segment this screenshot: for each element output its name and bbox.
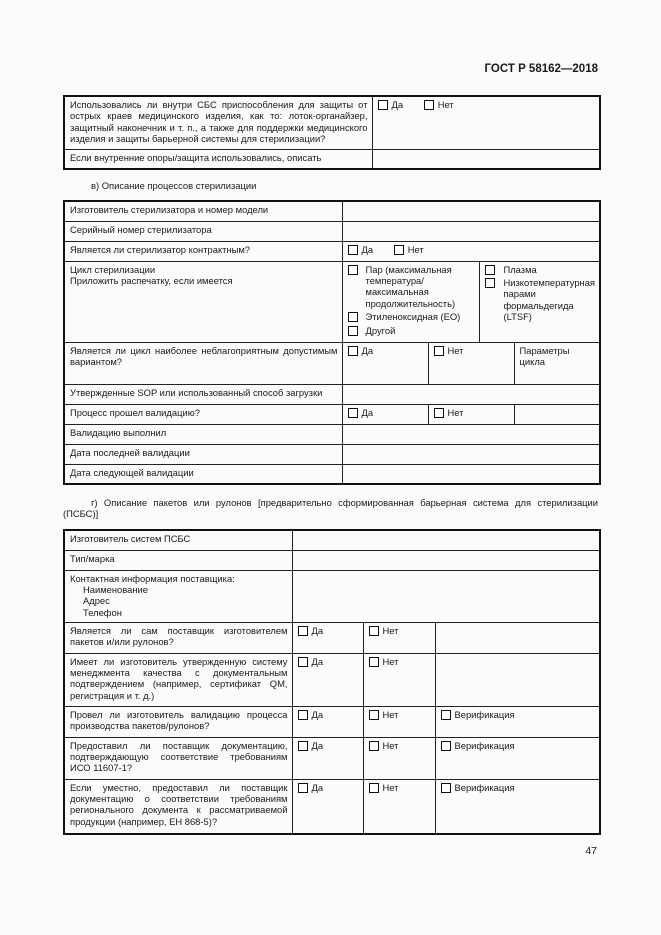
checkbox-icon[interactable]: [485, 265, 495, 275]
cycle-parameters-label: Параметры цикла: [514, 342, 600, 384]
no-option[interactable]: Нет: [434, 345, 464, 356]
checkbox-icon[interactable]: [348, 312, 358, 322]
checkbox-icon[interactable]: [441, 741, 451, 751]
yes-option[interactable]: Да: [378, 99, 404, 110]
supplier-contact-field[interactable]: [292, 570, 600, 622]
sterilization-cycle-label: Цикл стерилизации Приложить распечатку, если имеется: [64, 261, 342, 342]
next-validation-label: Дата следующей валидации: [64, 464, 342, 484]
no-option[interactable]: Нет: [369, 656, 399, 667]
checkbox-icon[interactable]: [298, 710, 308, 720]
contact-item: Адрес: [83, 595, 110, 607]
validated-by-label: Валидацию выполнил: [64, 424, 342, 444]
checkbox-icon[interactable]: [348, 245, 358, 255]
no-option[interactable]: Нет: [394, 244, 424, 255]
verification-option[interactable]: Верификация: [441, 740, 515, 751]
validated-extra-field[interactable]: [514, 404, 600, 424]
describe-supports-field[interactable]: [372, 149, 600, 169]
no-option[interactable]: Нет: [369, 782, 399, 793]
process-validation-question: Провел ли изготовитель валидацию процесса производства пакетов/рулонов?: [64, 706, 292, 737]
internal-supports-table: [63, 95, 601, 170]
yes-cell: [292, 622, 363, 653]
checkbox-icon[interactable]: [424, 100, 434, 110]
checkbox-icon[interactable]: [434, 408, 444, 418]
yes-option[interactable]: Да: [298, 782, 324, 793]
yes-cell: [342, 342, 428, 384]
no-option[interactable]: Нет: [369, 625, 399, 636]
sterilizer-manufacturer-label: Изготовитель стерилизатора и номер модели: [64, 201, 342, 221]
checkbox-icon[interactable]: [378, 100, 388, 110]
yes-option[interactable]: Да: [298, 709, 324, 720]
no-option[interactable]: Нет: [369, 709, 399, 720]
verification-cell: [435, 779, 600, 834]
other-option[interactable]: Другой: [348, 325, 476, 336]
no-option[interactable]: Нет: [424, 99, 454, 110]
no-cell: [363, 653, 435, 706]
section-g-caption: г) Описание пакетов или рулонов [предварительно сформированная барьерная система для стерилизации (ПСБС)]: [63, 497, 598, 520]
contact-item: Телефон: [83, 606, 122, 618]
checkbox-icon[interactable]: [485, 278, 495, 288]
sterilization-process-table: [63, 200, 601, 485]
type-brand-field[interactable]: [292, 550, 600, 570]
yes-cell: [342, 404, 428, 424]
supplier-is-manufacturer-question: Является ли сам поставщик изготовителем пакетов и/или рулонов?: [64, 622, 292, 653]
plasma-option[interactable]: Плазма: [485, 264, 595, 275]
checkbox-icon[interactable]: [298, 783, 308, 793]
checkbox-icon[interactable]: [369, 741, 379, 751]
sop-label: Утвержденные SOP или использованный способ загрузки: [64, 384, 342, 404]
checkbox-icon[interactable]: [348, 346, 358, 356]
protective-devices-question: Использовались ли внутри СБС приспособления для защиты от острых краев медицинского изделия, как то: лоток-органайзер, защитный наконечник и т. п., а также для поддержки медицинского изделия и защиты барьерной системы для стерилизации?: [64, 96, 372, 149]
ethylene-oxide-option[interactable]: Этиленоксидная (ЕО): [348, 311, 476, 322]
checkbox-icon[interactable]: [394, 245, 404, 255]
checkbox-icon[interactable]: [441, 710, 451, 720]
section-v-caption: в) Описание процессов стерилизации: [91, 180, 257, 191]
checkbox-icon[interactable]: [348, 408, 358, 418]
checkbox-icon[interactable]: [298, 741, 308, 751]
type-brand-label: Тип/марка: [64, 550, 292, 570]
no-option[interactable]: Нет: [369, 740, 399, 751]
contract-sterilizer-question: Является ли стерилизатор контрактным?: [64, 241, 342, 261]
verification-option[interactable]: Верификация: [441, 782, 515, 793]
serial-number-field[interactable]: [342, 221, 600, 241]
checkbox-icon[interactable]: [369, 657, 379, 667]
checkbox-icon[interactable]: [369, 626, 379, 636]
describe-supports-label: Если внутренние опоры/защита использовались, описать: [64, 149, 372, 169]
verification-cell: [435, 706, 600, 737]
document-header: ГОСТ Р 58162—2018: [484, 63, 598, 75]
yes-option[interactable]: Да: [348, 407, 374, 418]
psbs-manufacturer-field[interactable]: [292, 530, 600, 550]
empty-cell: [435, 622, 600, 653]
iso-11607-question: Предоставил ли поставщик документацию, подтверждающую соответствие требованиям ИСО 11607-1?: [64, 737, 292, 779]
worst-case-cycle-question: Является ли цикл наиболее неблагоприятным допустимым вариантом?: [64, 342, 342, 384]
quality-system-question: Имеет ли изготовитель утвержденную систему менеджмента качества с документальным подтверждением (например, сертификат QM, регистрация и т. д.): [64, 653, 292, 706]
yes-cell: [292, 779, 363, 834]
yes-option[interactable]: Да: [298, 656, 324, 667]
sterilizer-manufacturer-field[interactable]: [342, 201, 600, 221]
yes-option[interactable]: Да: [348, 345, 374, 356]
no-cell: [428, 342, 514, 384]
no-option[interactable]: Нет: [434, 407, 464, 418]
contract-sterilizer-answer: [342, 241, 600, 261]
last-validation-label: Дата последней валидации: [64, 444, 342, 464]
psbs-manufacturer-label: Изготовитель систем ПСБС: [64, 530, 292, 550]
empty-cell: [435, 653, 600, 706]
checkbox-icon[interactable]: [348, 265, 358, 275]
next-validation-field[interactable]: [342, 464, 600, 484]
yes-cell: [292, 737, 363, 779]
steam-option[interactable]: Пар (максимальная температура/максимальная продолжительность): [348, 264, 476, 310]
no-cell: [363, 779, 435, 834]
yes-cell: [292, 653, 363, 706]
serial-number-label: Серийный номер стерилизатора: [64, 221, 342, 241]
yes-option[interactable]: Да: [298, 740, 324, 751]
no-cell: [428, 404, 514, 424]
pouches-rolls-table: [63, 529, 601, 835]
checkbox-icon[interactable]: [298, 657, 308, 667]
validated-by-field[interactable]: [342, 424, 600, 444]
verification-option[interactable]: Верификация: [441, 709, 515, 720]
validated-question: Процесс прошел валидацию?: [64, 404, 342, 424]
cycle-options: [342, 261, 600, 342]
yes-cell: [292, 706, 363, 737]
verification-cell: [435, 737, 600, 779]
checkbox-icon[interactable]: [369, 710, 379, 720]
checkbox-icon[interactable]: [369, 783, 379, 793]
sop-field[interactable]: [342, 384, 600, 404]
no-cell: [363, 737, 435, 779]
ltsf-option[interactable]: Низкотемпературная парами формальдегида (LTSF): [485, 277, 595, 323]
supplier-contact-label: Контактная информация поставщика: Наименование Адрес Телефон: [64, 570, 292, 622]
checkbox-icon[interactable]: [434, 346, 444, 356]
no-cell: [363, 706, 435, 737]
page-number: 47: [585, 845, 597, 857]
yes-option[interactable]: Да: [298, 625, 324, 636]
yes-option[interactable]: Да: [348, 244, 374, 255]
regional-document-question: Если уместно, предоставил ли поставщик документацию о соответствии требованиям регионального документа к рассматриваемой продукции (например, ЕН 868-5)?: [64, 779, 292, 834]
checkbox-icon[interactable]: [298, 626, 308, 636]
protective-devices-answer: [372, 96, 600, 149]
checkbox-icon[interactable]: [441, 783, 451, 793]
last-validation-field[interactable]: [342, 444, 600, 464]
checkbox-icon[interactable]: [348, 326, 358, 336]
contact-item: Наименование: [83, 583, 148, 595]
no-cell: [363, 622, 435, 653]
